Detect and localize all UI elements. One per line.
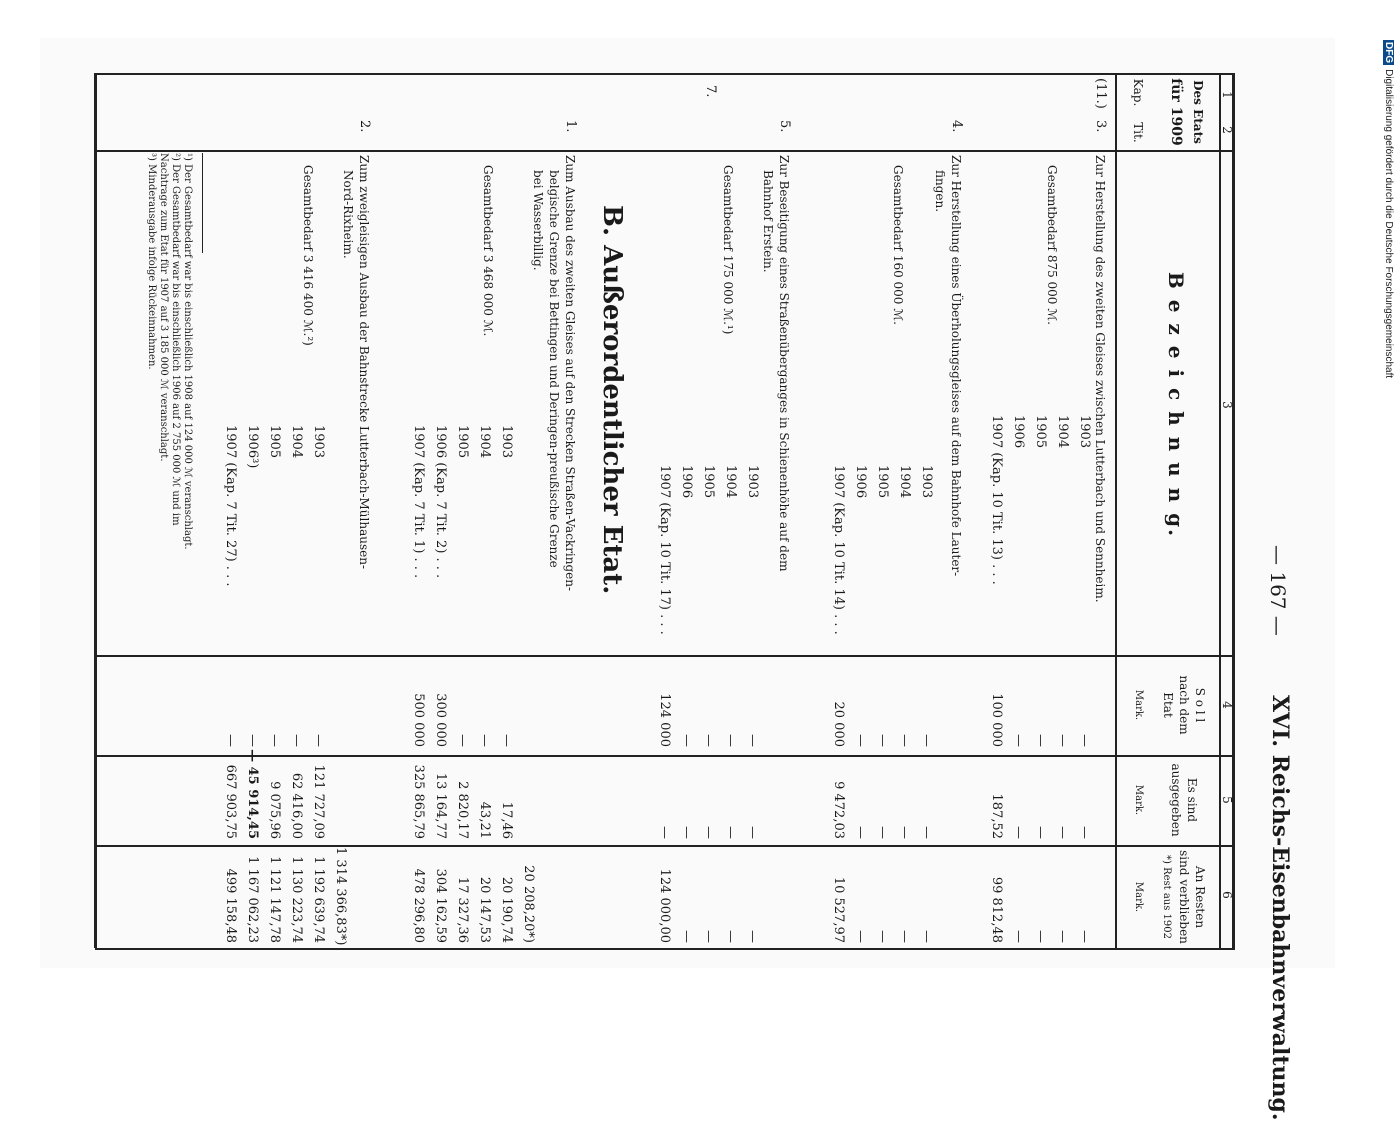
e5-r5-aus: — <box>657 826 672 839</box>
b2-r4-aus: 9 075,96 <box>267 781 282 839</box>
kap-7: 7. <box>703 85 718 98</box>
entry4-text1: Zur Herstellung eines Überholungsgleises auf dem Bahnhofe Lauter- <box>949 155 963 577</box>
b1-r2-aus: 43,21 <box>477 801 492 839</box>
chapter-title: XVI. Reichs-Eisenbahnverwaltung. <box>1267 695 1293 1121</box>
b2-r5-rest: 1 167 062,23 <box>245 856 260 943</box>
entry5-text2: Bahnhof Erstein. <box>761 170 775 273</box>
hdr-aus-unit: Mark. <box>1133 784 1144 816</box>
e3-r2-label: 1904 <box>1055 415 1070 449</box>
entry5-text1: Zur Beseitigung eines Straßenüberganges in Schienenhöhe auf dem <box>777 155 791 572</box>
colnum-1: 1 <box>1220 91 1234 99</box>
hdr-rest-unit: Mark. <box>1133 881 1144 913</box>
e5-r5-rest: 124 000,00 <box>657 868 672 943</box>
e3-r4-soll: — <box>1011 734 1026 747</box>
b2-r3-soll: — <box>289 734 304 747</box>
footnote-3: Nachtrage zum Etat für 1907 auf 3 185 000 ℳ veranschlagt. <box>158 153 169 462</box>
e3-r3-soll: — <box>1033 734 1048 747</box>
e5-r1-aus: — <box>745 826 760 839</box>
b1-r6-rest: 478 296,80 <box>411 868 426 943</box>
b1-r4-rest: 17 327,36 <box>455 876 470 943</box>
b1-text1: Zum Ausbau des zweiten Gleises auf den Strecken Straßen-Vackringen- <box>563 155 577 592</box>
b1-r2-rest: 20 190,74 <box>499 876 514 943</box>
e5-r5-label: 1907 (Kap. 10 Tit. 17) . . . <box>657 465 672 635</box>
b2-gesamt: Gesamtbedarf 3 416 400 ℳ.²) <box>301 165 315 346</box>
footnote-1: ¹) Der Gesamtbedarf war bis einschließlich 1908 auf 124 000 ℳ veranschlagt. <box>182 153 193 550</box>
e4-r4-soll: — <box>853 734 868 747</box>
e3-r5-soll: 100 000 <box>989 693 1004 747</box>
e4-r4-rest: — <box>853 930 868 943</box>
e3-r4-aus: — <box>1011 826 1026 839</box>
b2-r6-label: 1907 (Kap. 7 Tit. 27) . . . <box>223 425 238 587</box>
colnum-3: 3 <box>1220 401 1234 409</box>
e5-r3-label: 1905 <box>701 465 716 499</box>
e3-r2-soll: — <box>1055 734 1070 747</box>
e5-r4-label: 1906 <box>679 465 694 499</box>
hdr-aus-1: Es sind <box>1185 777 1199 823</box>
e3-r5-aus: 187,52 <box>989 793 1004 839</box>
rotated-table-page <box>55 45 1295 1121</box>
hdr-soll-unit: Mark. <box>1133 689 1144 721</box>
footnote-4: ³) Minderausgabe infolge Rückeinnahmen. <box>146 153 157 370</box>
col-sep-1 <box>95 150 1235 152</box>
b1-r4-soll: 300 000 <box>433 693 448 747</box>
e4-r3-aus: — <box>875 826 890 839</box>
col-num-rule <box>1220 73 1222 948</box>
hdr-fuer-1909: für 1909 <box>1168 78 1184 146</box>
b1-r1-label: 1903 <box>499 425 514 459</box>
e5-r4-rest: — <box>679 930 694 943</box>
b1-r2-soll: — <box>477 734 492 747</box>
colnum-6: 6 <box>1220 891 1234 899</box>
page-number: — 167 — <box>1266 545 1290 636</box>
hdr-tit: Tit. <box>1131 122 1145 143</box>
e4-r2-soll: — <box>897 734 912 747</box>
b2-text2: Nord-Rixheim. <box>341 170 355 259</box>
b2-r1-rest: 1 314 366,83*) <box>333 847 348 946</box>
e3-r4-label: 1906 <box>1011 415 1026 449</box>
b2-r3-aus: 62 416,00 <box>289 772 304 839</box>
e3-r1-aus: — <box>1077 826 1092 839</box>
b1-r1-aus: 17,46 <box>499 801 514 839</box>
e4-r1-aus: — <box>919 826 934 839</box>
e3-r4-rest: — <box>1011 930 1026 943</box>
colnum-2: 2 <box>1220 126 1234 134</box>
b2-r4-soll: — <box>267 734 282 747</box>
e4-r1-soll: — <box>919 734 934 747</box>
e4-r2-label: 1904 <box>897 465 912 499</box>
e5-r1-soll: — <box>745 734 760 747</box>
header-bottom-rule <box>1116 73 1118 948</box>
b2-r3-label: 1904 <box>289 425 304 459</box>
b1-r3-rest: 20 147,53 <box>477 876 492 943</box>
dfg-text: Digitalisierung gefördert durch die Deutsche Forschungsgemeinschaft <box>1383 69 1394 379</box>
entry5-gesamt: Gesamtbedarf 175 000 ℳ.¹) <box>721 165 735 335</box>
hdr-aus-2: ausgegeben <box>1169 763 1183 837</box>
e4-r1-label: 1903 <box>919 465 934 499</box>
b1-r4-label: 1906 (Kap. 7 Tit. 2) . . . <box>433 425 448 579</box>
b2-r6-aus: 667 903,75 <box>223 764 238 839</box>
tit-5: 5. <box>777 120 792 133</box>
b2-r2-soll: — <box>311 734 326 747</box>
b2-r2-label: 1903 <box>311 425 326 459</box>
e4-r3-soll: — <box>875 734 890 747</box>
e5-r2-aus: — <box>723 826 738 839</box>
b-tit-1: 1. <box>563 120 578 133</box>
b1-r3-aus: 2 820,17 <box>455 781 470 839</box>
b2-r5-label: 1906³) <box>245 425 260 469</box>
b1-text3: bei Wasserbillig. <box>531 170 545 271</box>
section-b-title: B. Außerordentlicher Etat. <box>597 205 627 595</box>
e3-r2-aus: — <box>1055 826 1070 839</box>
e5-r2-rest: — <box>723 930 738 943</box>
b2-r4-rest: 1 121 147,78 <box>267 856 282 943</box>
e4-r3-label: 1905 <box>875 465 890 499</box>
e4-r5-soll: 20 000 <box>831 701 846 747</box>
e4-r5-rest: 10 527,97 <box>831 876 846 943</box>
colnum-4: 4 <box>1220 701 1234 709</box>
b2-r3-rest: 1 130 223,74 <box>289 856 304 943</box>
col-sep-right <box>95 948 1235 950</box>
b1-r1-rest: 20 208,20*) <box>521 865 536 943</box>
e5-r4-soll: — <box>679 734 694 747</box>
b1-r3-soll: — <box>455 734 470 747</box>
b1-r4-aus: 13 164,77 <box>433 772 448 839</box>
table-top-rule <box>1232 73 1235 948</box>
colnum-5: 5 <box>1220 796 1234 804</box>
hdr-rest-1: An Resten <box>1193 865 1207 929</box>
e4-r4-aus: — <box>853 826 868 839</box>
b2-r5-soll: — <box>245 734 260 747</box>
b2-r6-rest: 499 158,48 <box>223 868 238 943</box>
kap-11: (11.) <box>1093 78 1108 109</box>
b2-r2-aus: 121 727,09 <box>311 764 326 839</box>
b-tit-2: 2. <box>357 120 372 133</box>
e4-r2-aus: — <box>897 826 912 839</box>
e3-r1-soll: — <box>1077 734 1092 747</box>
entry3-gesamt: Gesamtbedarf 875 000 ℳ. <box>1045 165 1059 325</box>
b1-r5-aus: 325 865,79 <box>411 764 426 839</box>
b2-r5-aus: — 45 914,45 <box>245 749 260 839</box>
e5-r2-label: 1904 <box>723 465 738 499</box>
b1-r5-rest: 304 162,59 <box>433 868 448 943</box>
hdr-soll-3: Etat <box>1161 692 1175 718</box>
entry4-gesamt: Gesamtbedarf 160 000 ℳ. <box>891 165 905 325</box>
e5-r5-soll: 124 000 <box>657 693 672 747</box>
b2-r6-soll: — <box>223 734 238 747</box>
footnote-rule <box>202 153 203 253</box>
e3-r3-rest: — <box>1033 930 1048 943</box>
dfg-side-note <box>1380 40 1394 960</box>
e3-r5-label: 1907 (Kap. 10 Tit. 13) . . . <box>989 415 1004 585</box>
entry3-text: Zur Herstellung des zweiten Gleises zwischen Lutterbach und Sennheim. <box>1093 155 1107 603</box>
entry4-text2: fingen. <box>933 170 947 213</box>
hdr-kap: Kap. <box>1131 78 1145 107</box>
e5-r3-aus: — <box>701 826 716 839</box>
b1-r2-label: 1904 <box>477 425 492 459</box>
b1-r5-soll: 500 000 <box>411 693 426 747</box>
b1-r3-label: 1905 <box>455 425 470 459</box>
e3-r5-rest: 99 812,48 <box>989 876 1004 943</box>
e5-r2-soll: — <box>723 734 738 747</box>
b1-gesamt: Gesamtbedarf 3 468 000 ℳ. <box>481 165 495 337</box>
e3-r3-aus: — <box>1033 826 1048 839</box>
e3-r1-label: 1903 <box>1077 415 1092 449</box>
e4-r3-rest: — <box>875 930 890 943</box>
b2-text1: Zum zweigleisigen Ausbau der Bahnstrecke Lutterbach-Mülhausen- <box>357 155 371 570</box>
hdr-des-etats: Des Etats <box>1191 80 1205 144</box>
e3-r3-label: 1905 <box>1033 415 1048 449</box>
e5-r1-rest: — <box>745 930 760 943</box>
col-sep-left <box>95 73 1235 75</box>
b1-r5-label: 1907 (Kap. 7 Tit. 1) . . . <box>411 425 426 579</box>
hdr-soll-2: nach dem <box>1177 675 1191 735</box>
e4-r1-rest: — <box>919 930 934 943</box>
hdr-bezeichnung: B e z e i c h n u n g. <box>1164 271 1188 539</box>
e5-r3-soll: — <box>701 734 716 747</box>
e4-r2-rest: — <box>897 930 912 943</box>
e4-r5-label: 1907 (Kap. 10 Tit. 14) . . . <box>831 465 846 635</box>
hdr-soll-1: S o l l <box>1193 687 1207 723</box>
e5-r4-aus: — <box>679 826 694 839</box>
b1-r1-soll: — <box>499 734 514 747</box>
e4-r4-label: 1906 <box>853 465 868 499</box>
e5-r3-rest: — <box>701 930 716 943</box>
e3-r2-rest: — <box>1055 930 1070 943</box>
dfg-logo: DFG <box>1383 42 1394 64</box>
e3-r1-rest: — <box>1077 930 1092 943</box>
e5-r1-label: 1903 <box>745 465 760 499</box>
hdr-rest-3: *) Rest aus 1902 <box>1161 854 1172 940</box>
footnote-2: ²) Der Gesamtbedarf war bis einschließlich 1906 auf 2 755 000 ℳ und im <box>170 153 181 526</box>
hdr-rest-2: sind verblieben <box>1177 850 1191 944</box>
tit-3: 3. <box>1093 120 1108 133</box>
b2-r4-label: 1905 <box>267 425 282 459</box>
b1-text2: belgische Grenze bei Bettingen und Deringen-preußische Grenze <box>547 170 561 568</box>
tit-4: 4. <box>949 120 964 133</box>
b2-r2-rest: 1 192 639,74 <box>311 856 326 943</box>
table-bottom-rule <box>94 73 97 948</box>
e4-r5-aus: 9 472,03 <box>831 781 846 839</box>
